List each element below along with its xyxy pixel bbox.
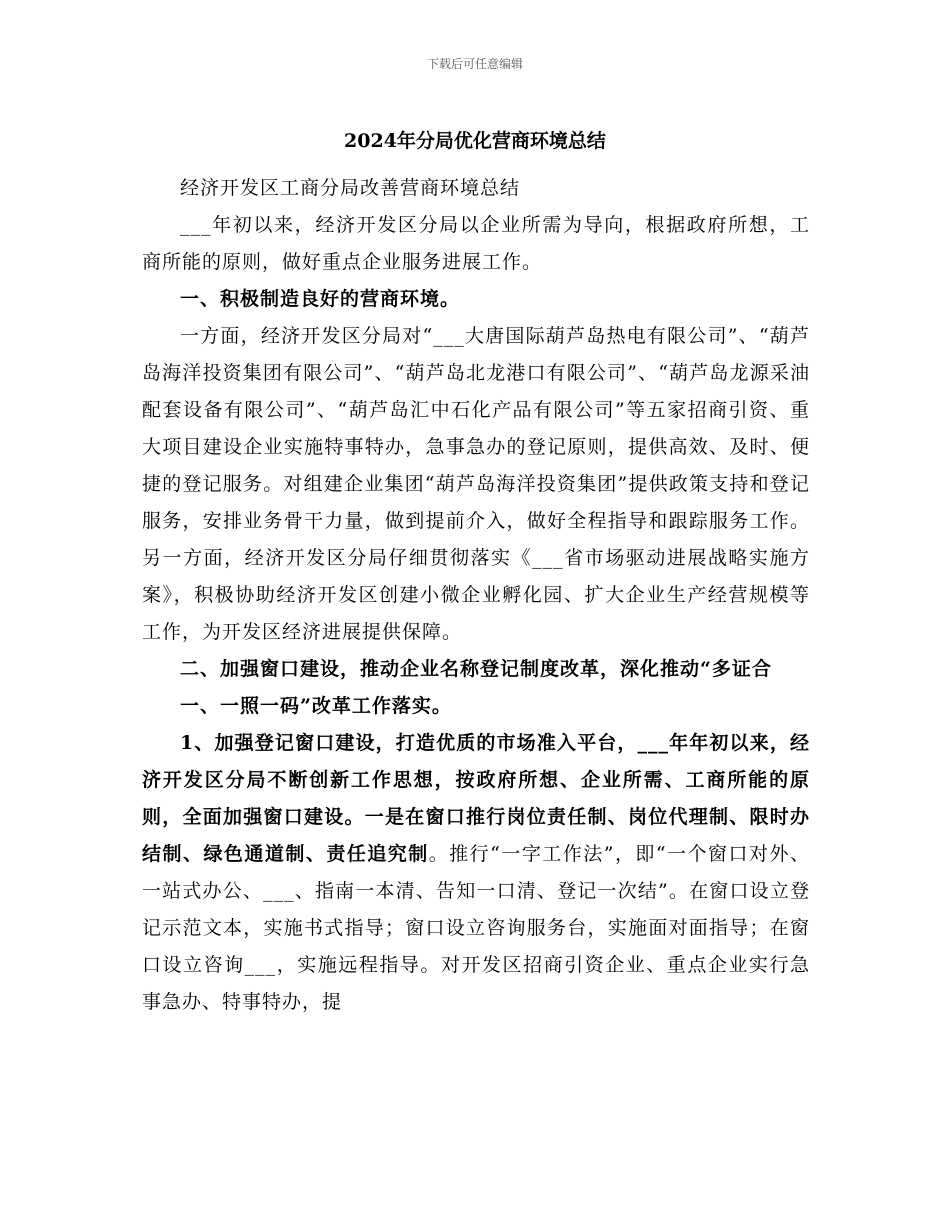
intro-paragraph: ___年初以来，经济开发区分局以企业所需为导向，根据政府所想，工商所能的原则，做好重点企业服务进展工作。 [142,214,810,273]
item-1-plain-text: 。推行“一字工作法”，即“一个窗口对外、一站式办公、___、指南一本清、告知一口清、登记一次结”。在窗口设立登记示范文本，实施书式指导；窗口设立咨询服务台，实施面对面指导；在窗口设立咨询___，实施远程指导。对开发区招商引资企业、重点企业实行急事急办、特事特办，提 [142,843,810,1013]
item-1-bold-text: 1、加强登记窗口建设，打造优质的市场准入平台，___年年初以来，经济开发区分局不断创新工作思想，按政府所想、企业所需、工商所能的原则，全面加强窗口建设。一是在窗口推行岗位责任制、岗位代理制、限时办结制、绿色通道制、责任追究制 [142,732,810,865]
section-heading-2: 二、加强窗口建设，推动企业名称登记制度改革，深化推动“多证合 [180,658,772,680]
section-heading-1: 一、积极制造良好的营商环境。 [180,288,461,310]
section-heading-2-continued: 一、一照一码”改革工作落实。 [180,695,452,717]
page-header-note: 下载后可任意编辑 [426,57,523,71]
document-title: 2024年分局优化营商环境总结 [344,130,606,152]
section-1-paragraph: 一方面，经济开发区分局对“___大唐国际葫芦岛热电有限公司”、“葫芦岛海洋投资集团有限公司”、“葫芦岛北龙港口有限公司”、“葫芦岛龙源采油配套设备有限公司”、“葫芦岛汇中石化产品有限公司”等五家招商引资、重大项目建设企业实施特事特办，急事急办的登记原则，提供高效、及时、便捷的登记服务。对组建企业集团“葫芦岛海洋投资集团”提供政策支持和登记服务，安排业务骨干力量，做到提前介入，做好全程指导和跟踪服务工作。另一方面，经济开发区分局仔细贯彻落实《___省市场驱动进展战略实施方案》，积极协助经济开发区创建小微企业孵化园、扩大企业生产经营规模等工作，为开发区经济进展提供保障。 [142,325,810,643]
section-2-item-1-paragraph [142,725,810,1021]
document-body [142,170,810,1021]
subtitle-paragraph: 经济开发区工商分局改善营商环境总结 [180,177,521,199]
